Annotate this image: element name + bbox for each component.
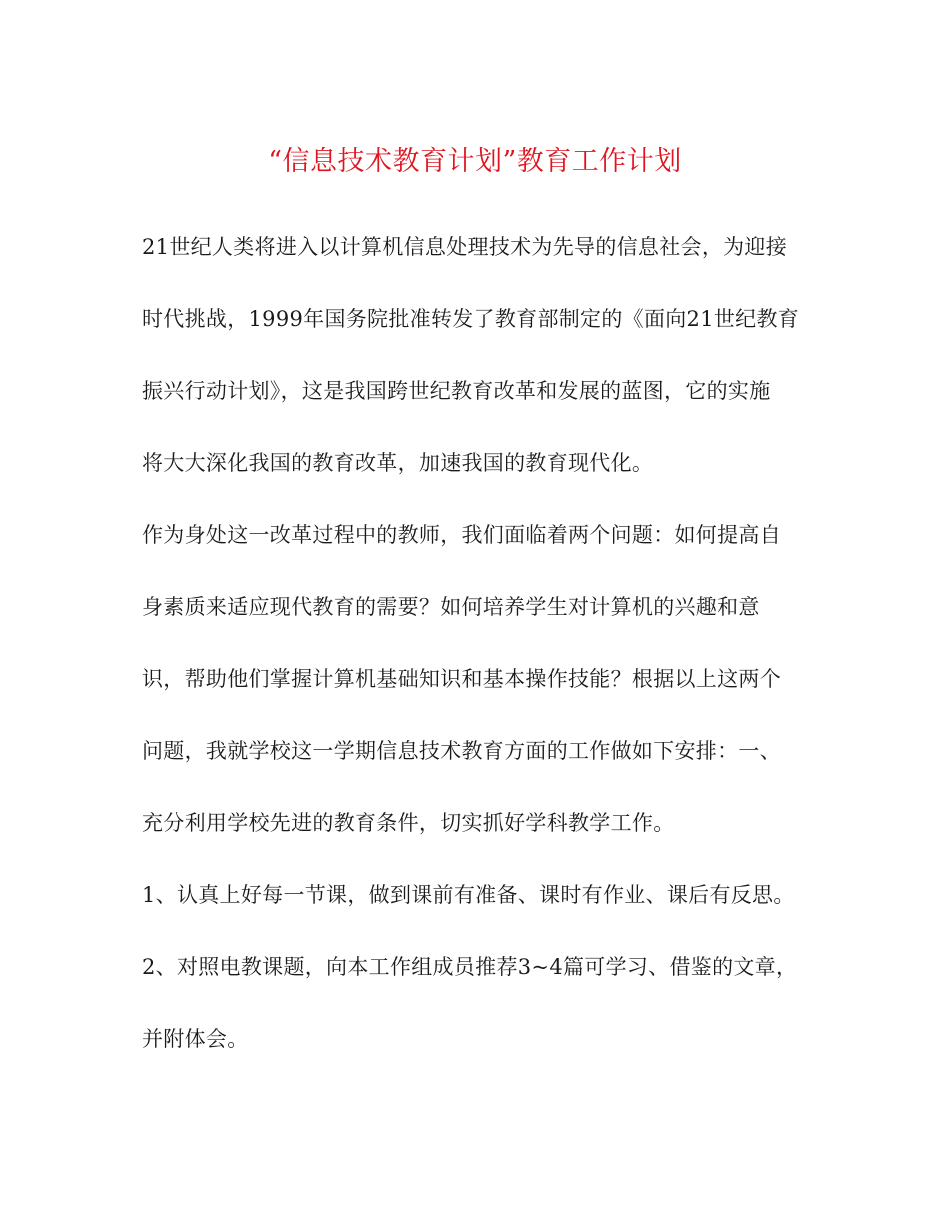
body-line: 2、对照电教课题，向本工作组成员推荐3~4篇可学习、借鉴的文章， (142, 955, 798, 979)
body-line: 充分利用学校先进的教育条件，切实抓好学科教学工作。 (142, 811, 675, 835)
body-line: 作为身处这一改革过程中的教师，我们面临着两个问题：如何提高自 (142, 523, 781, 547)
body-line: 时代挑战，1999年国务院批准转发了教育部制定的《面向21世纪教育 (142, 307, 800, 331)
body-line: 1、认真上好每一节课，做到课前有准备、课时有作业、课后有反思。 (142, 883, 795, 907)
body-line: 问题，我就学校这一学期信息技术教育方面的工作做如下安排：一、 (142, 739, 781, 763)
body-line: 振兴行动计划》，这是我国跨世纪教育改革和发展的蓝图，它的实施 (142, 379, 771, 403)
body-line: 识，帮助他们掌握计算机基础知识和基本操作技能？根据以上这两个 (142, 667, 781, 691)
document-title: “信息技术教育计划”教育工作计划 (268, 146, 682, 177)
body-line: 21世纪人类将进入以计算机信息处理技术为先导的信息社会，为迎接 (142, 235, 788, 259)
body-line: 并附体会。 (142, 1027, 249, 1051)
body-line: 身素质来适应现代教育的需要？如何培养学生对计算机的兴趣和意 (142, 595, 760, 619)
body-line: 将大大深化我国的教育改革，加速我国的教育现代化。 (142, 451, 654, 475)
